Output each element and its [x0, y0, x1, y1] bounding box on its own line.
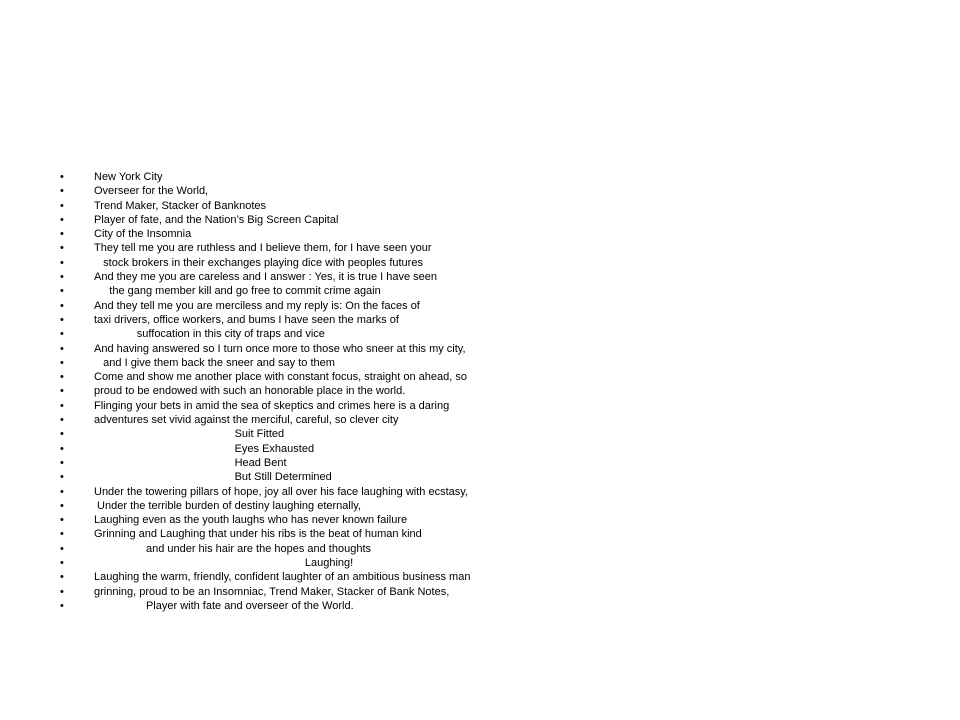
poem-line	[60, 199, 470, 213]
poem-line	[60, 299, 470, 313]
poem-line-text: adventures set vivid against the merciful, careful, so clever city	[94, 414, 399, 427]
poem-line	[60, 327, 470, 341]
bullet-point: •	[60, 299, 64, 312]
poem-line-text: proud to be endowed with such an honorable place in the world.	[94, 385, 406, 398]
bullet-point: •	[60, 285, 64, 298]
bullet-point: •	[60, 442, 64, 455]
poem-line-text: They tell me you are ruthless and I believe them, for I have seen your	[94, 242, 432, 255]
bullet-point: •	[60, 471, 64, 484]
poem-line	[60, 342, 470, 356]
bullet-point: •	[60, 213, 64, 226]
bullet-point: •	[60, 385, 64, 398]
bullet-point: •	[60, 356, 64, 369]
poem-line	[60, 213, 470, 227]
bullet-point: •	[60, 485, 64, 498]
bullet-point: •	[60, 271, 64, 284]
poem-line	[60, 370, 470, 384]
poem-line	[60, 485, 470, 499]
poem-line-text: suffocation in this city of traps and vice	[94, 328, 325, 341]
poem-line-text: taxi drivers, office workers, and bums I have seen the marks of	[94, 313, 399, 326]
poem-line	[60, 227, 470, 241]
bullet-point: •	[60, 514, 64, 527]
bullet-point: •	[60, 199, 64, 212]
poem-line-text: Eyes Exhausted	[94, 442, 315, 455]
bullet-point: •	[60, 557, 64, 570]
bullet-point: •	[60, 528, 64, 541]
poem-line	[60, 470, 470, 484]
poem-line	[60, 170, 470, 184]
poem-line-text: Grinning and Laughing that under his ribs is the beat of human kind	[94, 528, 422, 541]
poem-line-text: Head Bent	[94, 456, 287, 469]
bullet-point: •	[60, 571, 64, 584]
bullet-point: •	[60, 228, 64, 241]
poem-line-text: and under his hair are the hopes and thoughts	[94, 542, 372, 555]
poem-line-text: and I give them back the sneer and say to them	[94, 356, 335, 369]
poem-line	[60, 184, 470, 198]
poem-line	[60, 556, 470, 570]
poem-line-text: But Still Determined	[94, 471, 332, 484]
poem-line-text: And they tell me you are merciless and my reply is: On the faces of	[94, 299, 420, 312]
poem-line-text: Come and show me another place with constant focus, straight on ahead, so	[94, 371, 467, 384]
poem-line-text: Under the terrible burden of destiny laughing eternally,	[94, 499, 362, 512]
poem-line	[60, 256, 470, 270]
poem-line	[60, 313, 470, 327]
bullet-point: •	[60, 328, 64, 341]
bullet-point: •	[60, 456, 64, 469]
poem-line-text: And having answered so I turn once more to those who sneer at this my city,	[94, 342, 466, 355]
poem-line-text: New York City	[94, 171, 163, 183]
poem-line-text: Laughing!	[94, 557, 354, 570]
bullet-point: •	[60, 171, 64, 183]
bullet-point: •	[60, 414, 64, 427]
poem-line	[60, 284, 470, 298]
poem-line-text: Under the towering pillars of hope, joy all over his face laughing with ecstasy,	[94, 485, 468, 498]
poem-line	[60, 513, 470, 527]
poem-list	[60, 170, 470, 613]
poem-line	[60, 442, 470, 456]
poem-line	[60, 384, 470, 398]
poem-line-text: Overseer for the World,	[94, 185, 209, 198]
poem-line	[60, 570, 470, 584]
bullet-point: •	[60, 428, 64, 441]
poem-line	[60, 599, 470, 613]
poem-line	[60, 241, 470, 255]
bullet-point: •	[60, 256, 64, 269]
poem-line	[60, 399, 470, 413]
poem-line-text: the gang member kill and go free to commit crime again	[94, 285, 381, 298]
poem-line-text: Player of fate, and the Nation’s Big Screen Capital	[94, 213, 339, 226]
bullet-point: •	[60, 399, 64, 412]
poem-line-text: Flinging your bets in amid the sea of skeptics and crimes here is a daring	[94, 399, 450, 412]
poem-line-text: grinning, proud to be an Insomniac, Trend Maker, Stacker of Bank Notes,	[94, 585, 450, 598]
poem-line-text: Laughing the warm, friendly, confident laughter of an ambitious business man	[94, 571, 471, 584]
poem-line-text: And they me you are careless and I answer : Yes, it is true I have seen	[94, 271, 438, 284]
poem-line	[60, 585, 470, 599]
bullet-point: •	[60, 542, 64, 555]
poem-line-text: stock brokers in their exchanges playing dice with peoples futures	[94, 256, 423, 269]
bullet-point: •	[60, 599, 64, 612]
poem-line	[60, 270, 470, 284]
poem-line-text: Laughing even as the youth laughs who has never known failure	[94, 514, 408, 527]
bullet-point: •	[60, 585, 64, 598]
bullet-point: •	[60, 185, 64, 198]
poem-line	[60, 413, 470, 427]
poem-line	[60, 527, 470, 541]
bullet-point: •	[60, 499, 64, 512]
poem-line-text: Trend Maker, Stacker of Banknotes	[94, 199, 267, 212]
poem-line-text: City of the Insomnia	[94, 228, 192, 241]
bullet-point: •	[60, 313, 64, 326]
poem-line	[60, 499, 470, 513]
bullet-point: •	[60, 342, 64, 355]
poem-line-text: Suit Fitted	[94, 428, 285, 441]
poem-line	[60, 427, 470, 441]
bullet-point: •	[60, 242, 64, 255]
poem-line	[60, 456, 470, 470]
poem-line-text: Player with fate and overseer of the World.	[94, 599, 354, 612]
bullet-point: •	[60, 371, 64, 384]
poem-line	[60, 542, 470, 556]
poem-line	[60, 356, 470, 370]
